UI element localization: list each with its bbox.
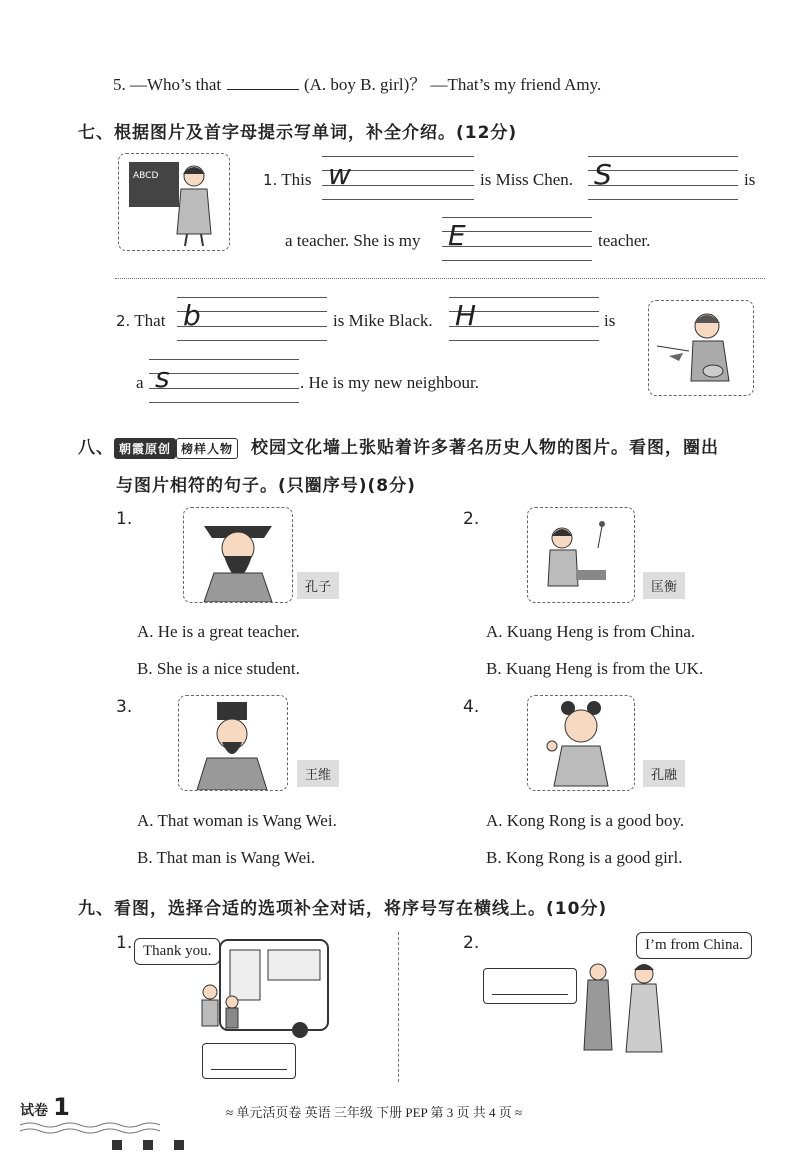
- s7-item1-blank2[interactable]: [588, 156, 738, 200]
- board-text: ABCD: [133, 171, 159, 181]
- section-9-title: 九、看图，选择合适的选项补全对话，将序号写在横线上。(10分): [78, 899, 608, 919]
- s9-item1-num: 1.: [116, 933, 133, 953]
- s8-item2-num: 2.: [463, 509, 480, 529]
- section-8-title: 八、 朝霞原创 榜样人物 校园文化墙上张贴着许多著名历史人物的图片。看图，圈出: [78, 438, 719, 458]
- s8-item4-option-b[interactable]: B. Kong Rong is a good girl.: [486, 848, 683, 867]
- section-7-title: 七、根据图片及首字母提示写单词，补全介绍。(12分): [78, 123, 518, 143]
- footer-info: ≈ 单元活页卷 英语 三年级 下册 PEP 第 3 页 共 4 页 ≈: [226, 1105, 523, 1120]
- kongrong-picture: [527, 695, 635, 791]
- badge-role-model: 榜样人物: [176, 438, 238, 459]
- s8-item4-num: 4.: [463, 697, 480, 717]
- s7-item2-t4: a: [136, 373, 144, 392]
- s9-item2-answer-box[interactable]: [483, 968, 577, 1004]
- s9-item1-answer-box[interactable]: [202, 1043, 296, 1079]
- wave-decoration-icon: [20, 1121, 170, 1135]
- footer-label: 试卷: [20, 1103, 48, 1119]
- s7-item1-t3: is: [744, 170, 756, 189]
- footer-squares: [112, 1135, 184, 1154]
- s7-item1-t2: is Miss Chen.: [480, 170, 574, 189]
- s8-item1-option-a[interactable]: A. He is a great teacher.: [137, 622, 300, 641]
- hint-letter: H: [455, 299, 477, 332]
- s7-item2-t5: . He is my new neighbour.: [300, 373, 479, 392]
- hint-letter: b: [183, 299, 201, 332]
- name-label-confucius: 孔子: [297, 572, 339, 599]
- s7-item2-t2: is Mike Black.: [333, 311, 433, 330]
- s7-item1-t5: teacher.: [598, 231, 651, 250]
- teacher-illustration: [119, 154, 229, 250]
- s7-item1-blank1[interactable]: [322, 156, 474, 200]
- confucius-picture: [183, 507, 293, 603]
- s7-item1-t4: a teacher. She is my: [285, 231, 421, 250]
- confucius-illustration: [184, 508, 292, 602]
- speech-bubble-1: Thank you.: [134, 938, 220, 965]
- s7-item2-t3: is: [604, 311, 616, 330]
- hint-letter: w: [328, 158, 351, 191]
- s8-item2-option-b[interactable]: B. Kuang Heng is from the UK.: [486, 659, 704, 678]
- s9-item2-num: 2.: [463, 933, 480, 953]
- footer-brand: [20, 1093, 170, 1135]
- girls-scene: [570, 960, 670, 1060]
- s7-item2-blank3[interactable]: [149, 359, 299, 403]
- section-8-title-2: 与图片相符的句子。(只圈序号)(8分): [116, 476, 416, 496]
- teacher-picture: [118, 153, 230, 251]
- wangwei-picture: [178, 695, 288, 791]
- s7-item1-num: 1. This: [263, 170, 312, 189]
- name-label-kongrong: 孔融: [643, 760, 685, 787]
- kongrong-illustration: [528, 696, 634, 790]
- s8-item1-num: 1.: [116, 509, 133, 529]
- hint-letter: E: [448, 219, 466, 252]
- boy-illustration: [649, 301, 753, 395]
- s8-item3-num: 3.: [116, 697, 133, 717]
- s7-item2-blank1[interactable]: [177, 297, 327, 341]
- question-5: [113, 70, 601, 95]
- kuangheng-picture: [527, 507, 635, 603]
- s8-item3-option-b[interactable]: B. That man is Wang Wei.: [137, 848, 316, 867]
- s7-item2-num: 2. That: [116, 311, 166, 330]
- q5-options: (A. boy B. girl)？ —That’s my friend Amy.: [303, 75, 602, 94]
- s8-item3-option-a[interactable]: A. That woman is Wang Wei.: [137, 811, 337, 830]
- wangwei-illustration: [179, 696, 287, 790]
- speech-bubble-2: I’m from China.: [636, 932, 752, 959]
- s8-item1-option-b[interactable]: B. She is a nice student.: [137, 659, 300, 678]
- s7-item2-blank2[interactable]: [449, 297, 599, 341]
- divider-vertical: [398, 932, 399, 1082]
- name-label-kuangheng: 匡衡: [643, 572, 685, 599]
- s8-item2-option-a[interactable]: A. Kuang Heng is from China.: [486, 622, 696, 641]
- boy-picture: [648, 300, 754, 396]
- s7-item1-blank3[interactable]: [442, 217, 592, 261]
- hint-letter: s: [155, 361, 170, 394]
- hint-letter: S: [594, 158, 612, 191]
- s8-item4-option-a[interactable]: A. Kong Rong is a good boy.: [486, 811, 685, 830]
- divider: [115, 278, 765, 279]
- girls-illustration: [570, 960, 670, 1060]
- kuangheng-illustration: [528, 508, 634, 602]
- q5-blank[interactable]: [227, 71, 299, 90]
- badge-original: 朝霞原创: [114, 438, 176, 459]
- name-label-wangwei: 王维: [297, 760, 339, 787]
- q5-prefix: 5. —Who’s that: [113, 75, 222, 94]
- footer-number: 1: [53, 1093, 70, 1121]
